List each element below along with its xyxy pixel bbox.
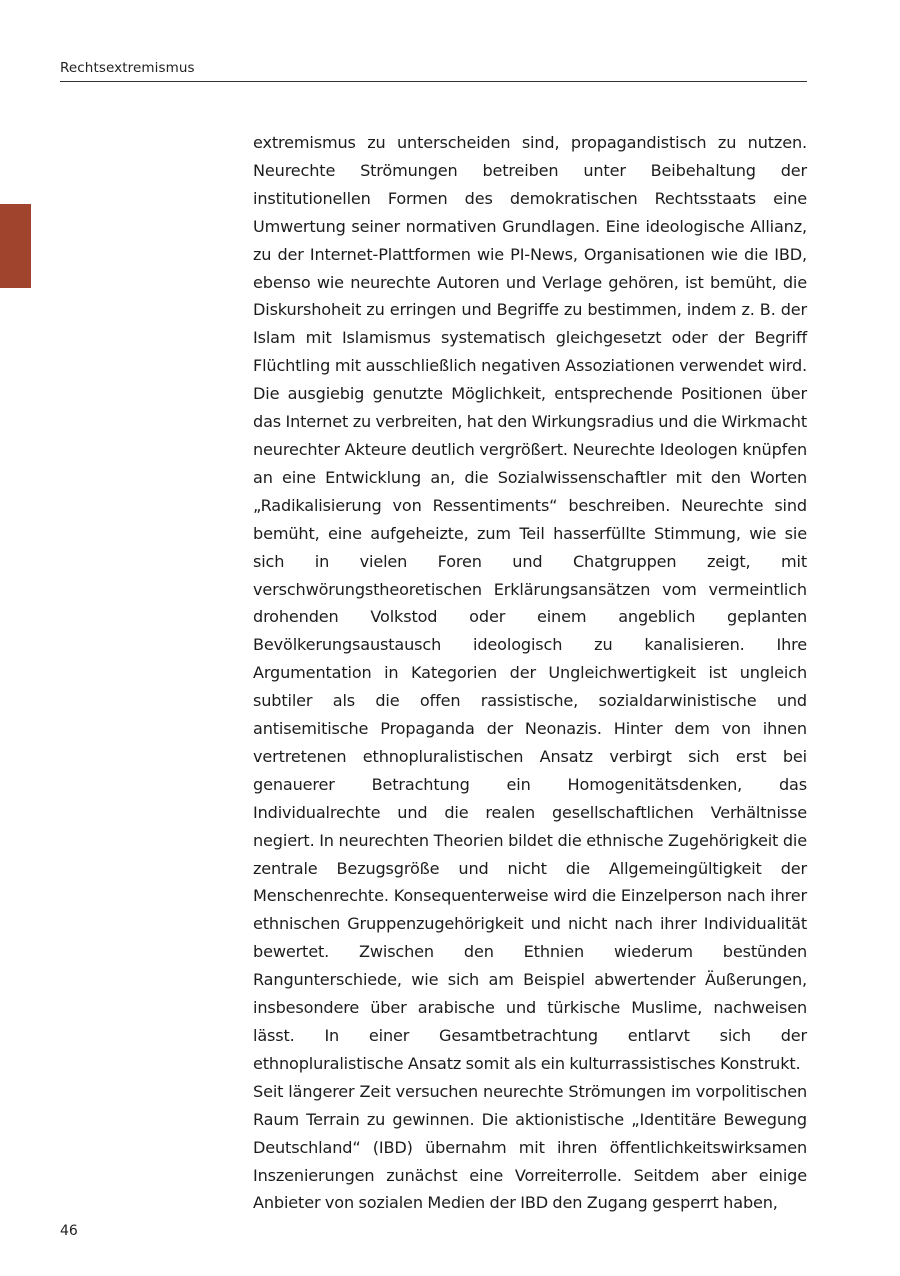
running-header-title: Rechtsextremismus: [60, 60, 195, 76]
page-number: 46: [60, 1223, 78, 1239]
paragraph-1: extremismus zu unterscheiden sind, propagandistisch zu nutzen. Neurechte Strömungen betreiben unter Beibehaltung der institutionellen Formen des demokratischen Rechtsstaats eine Umwertung seiner normativen Grundlagen. Eine ideologische Allianz, zu der Internet-Plattformen wie PI-News, Organisationen wie die IBD, ebenso wie neurechte Autoren und Verlage gehören, ist bemüht, die Diskurshoheit zu erringen und Begriffe zu bestimmen, indem z. B. der Islam mit Islamismus systematisch gleichgesetzt oder der Begriff Flüchtling mit ausschließlich negativen Assoziationen verwendet wird. Die ausgiebig genutzte Möglichkeit, entsprechende Positionen über das Internet zu verbreiten, hat den Wirkungsradius und die Wirkmacht neurechter Akteure deutlich vergrößert. Neurechte Ideologen knüpfen an eine Entwicklung an, die Sozialwissenschaftler mit den Worten „Radikalisierung von Ressentiments“ beschreiben. Neurechte sind bemüht, eine aufgeheizte, zum Teil hasserfüllte Stimmung, wie sie sich in vielen Foren und Chatgruppen zeigt, mit verschwörungstheoretischen Erklärungsansätzen vom vermeintlich drohenden Volkstod oder einem angeblich geplanten Bevölkerungsaustausch ideologisch zu kanalisieren. Ihre Argumentation in Kategorien der Ungleichwertigkeit ist ungleich subtiler als die offen rassistische, sozialdarwinistische und antisemitische Propaganda der Neonazis. Hinter dem von ihnen vertretenen ethnopluralistischen Ansatz verbirgt sich erst bei genauerer Betrachtung ein Homogenitätsdenken, das Individualrechte und die realen gesellschaftlichen Verhältnisse negiert. In neurechten Theorien bildet die ethnische Zugehörigkeit die zentrale Bezugsgröße und nicht die Allgemeingültigkeit der Menschenrechte. Konsequenterweise wird die Einzelperson nach ihrer ethnischen Gruppenzugehörigkeit und nicht nach ihrer Individualität bewertet. Zwischen den Ethnien wiederum bestünden Rangunterschiede, wie sich am Beispiel abwertender Äußerungen, insbesondere über arabische und türkische Muslime, nachweisen lässt. In einer Gesamtbetrachtung entlarvt sich der ethnopluralistische Ansatz somit als ein kulturrassistisches Konstrukt.: [253, 133, 807, 1073]
paragraph-2: Seit längerer Zeit versuchen neurechte Strömungen im vorpolitischen Raum Terrain zu gewinnen. Die aktionistische „Identitäre Bewegung Deutschland“ (IBD) übernahm mit ihren öffentlichkeitswirksamen Inszenierungen zunächst eine Vorreiterrolle. Seitdem aber einige Anbieter von sozialen Medien der IBD den Zugang gesperrt haben,: [253, 1081, 807, 1213]
body-text: [253, 129, 807, 1217]
chapter-side-tab: [0, 204, 31, 288]
header-divider: [60, 81, 807, 82]
